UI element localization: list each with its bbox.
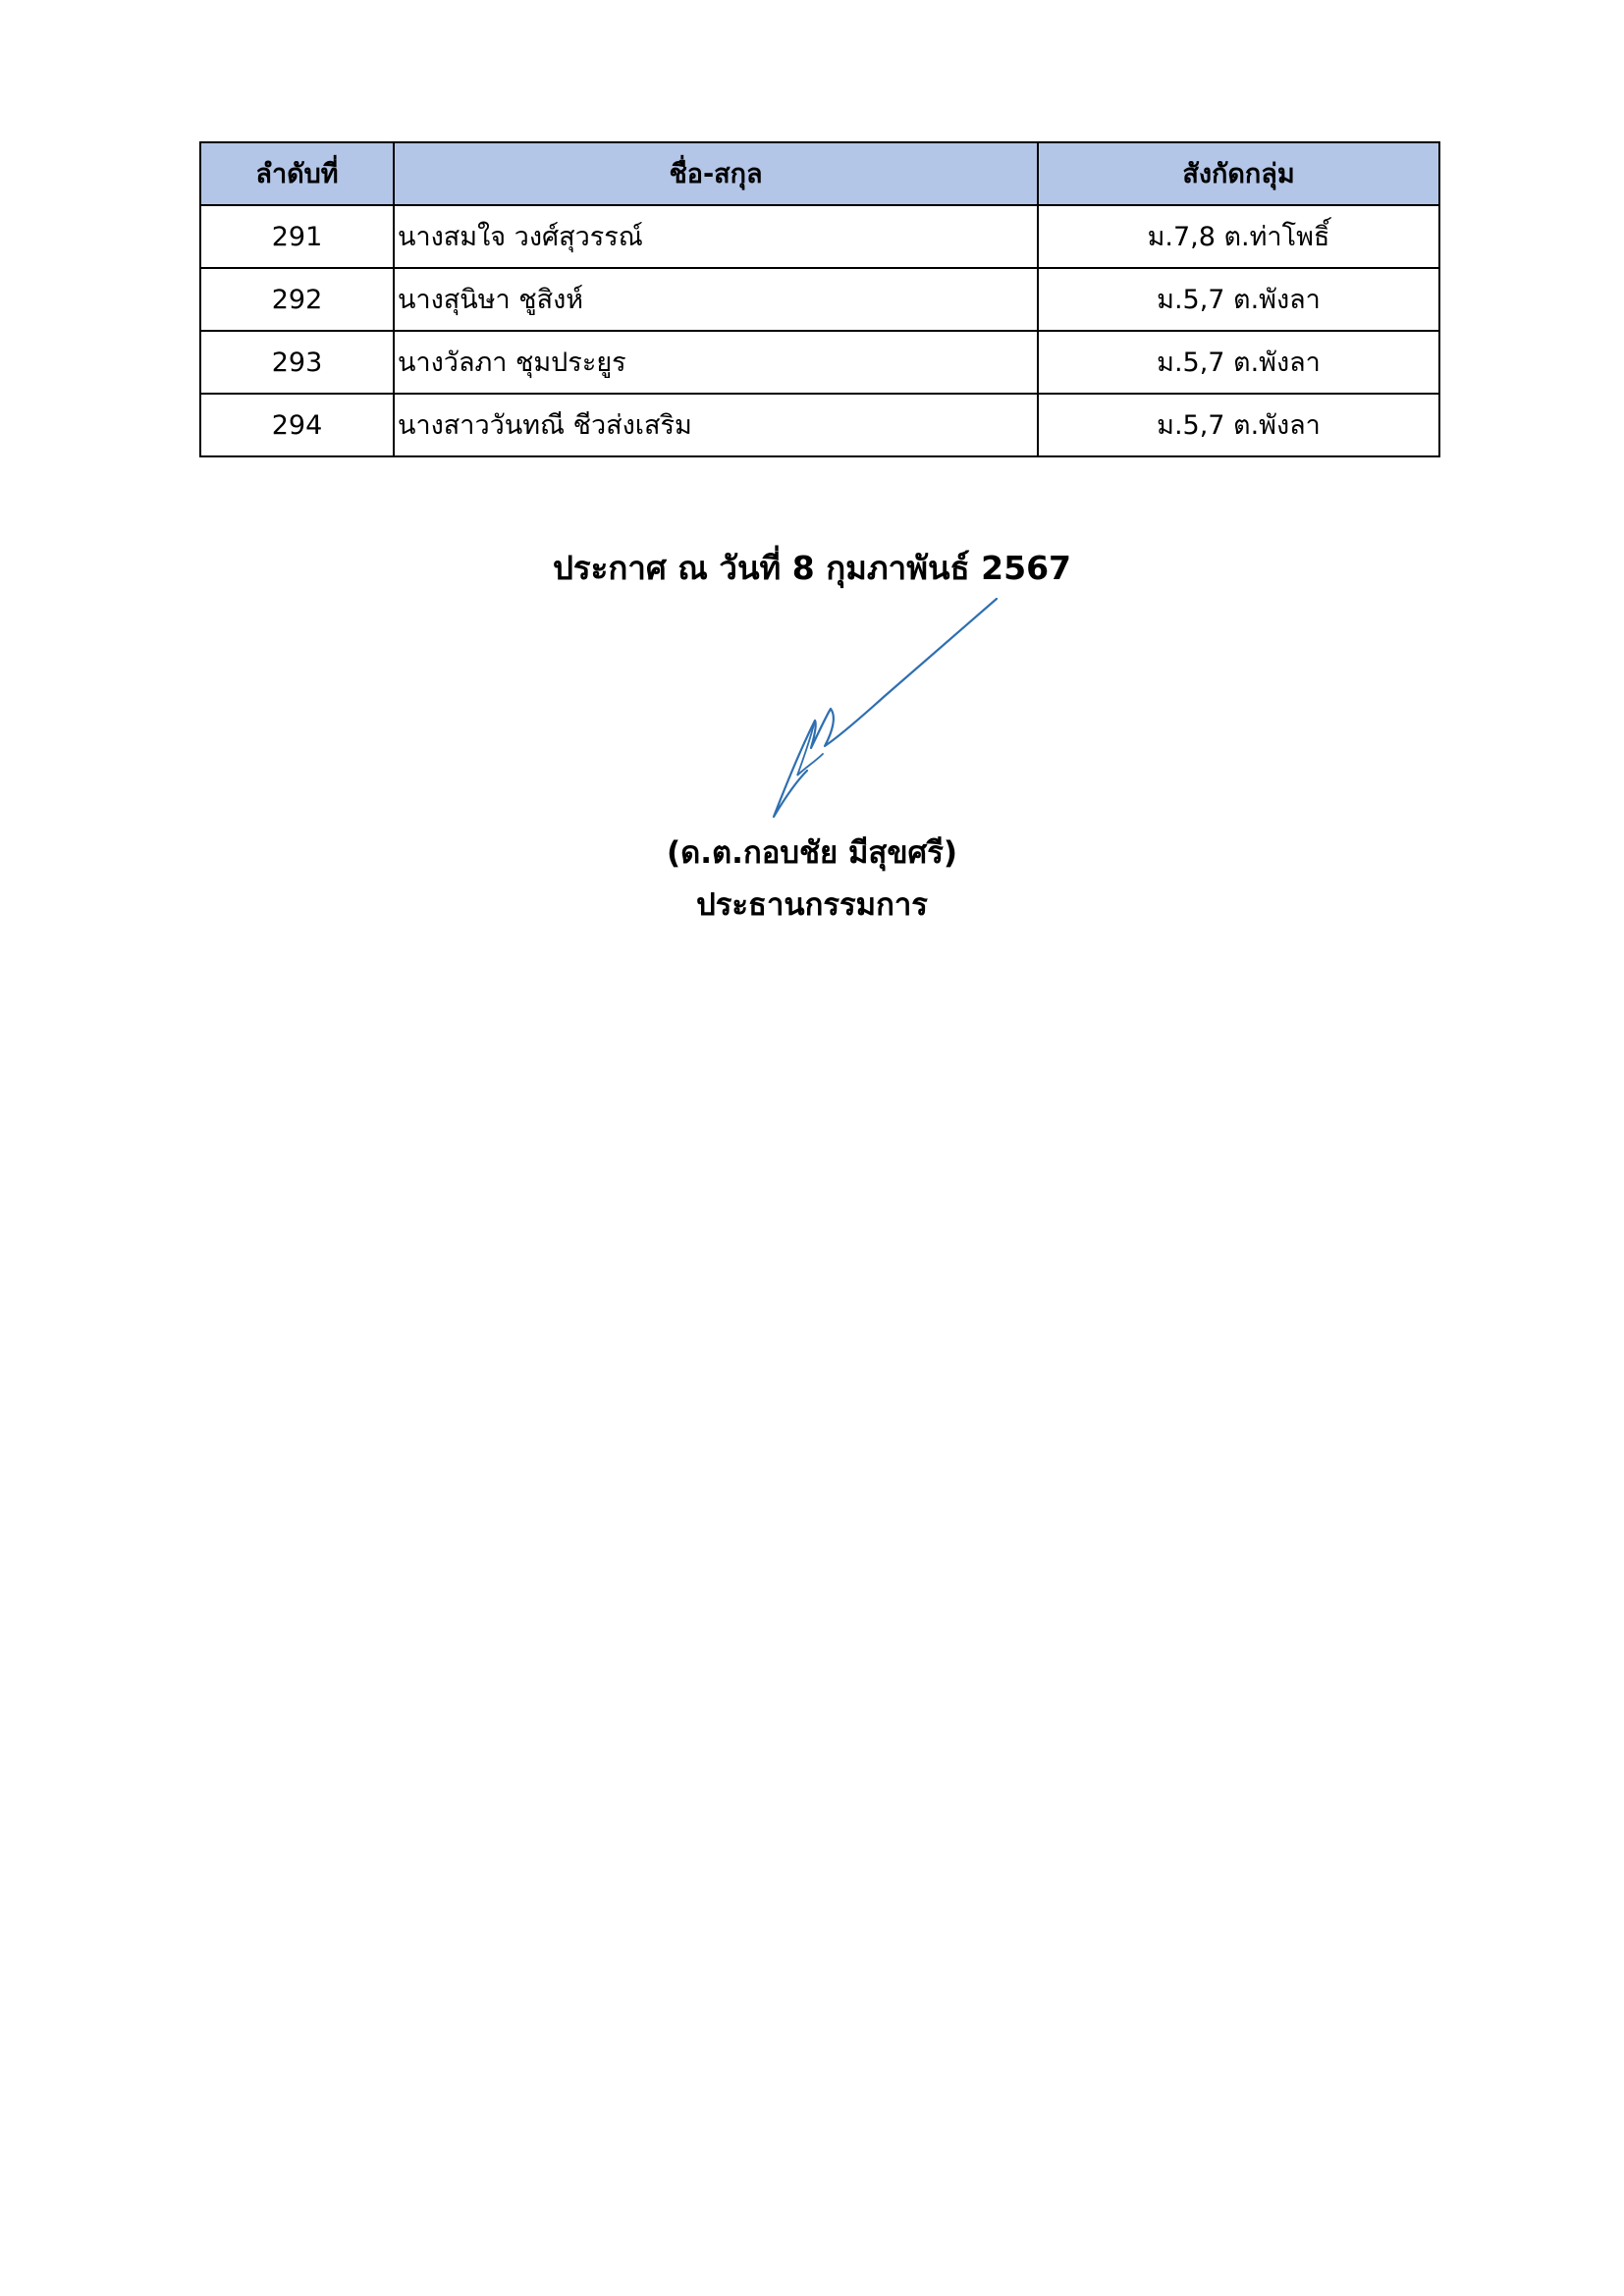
row-group: ม.5,7 ต.พังลา	[1038, 268, 1439, 331]
row-number: 294	[200, 394, 394, 456]
signer-name: (ด.ต.กอบชัย มีสุขศรี)	[666, 835, 958, 871]
row-name: นางวัลภา ชุมประยูร	[394, 331, 1038, 394]
row-name: นางสุนิษา ชูสิงห์	[394, 268, 1038, 331]
announcement-date: ประกาศ ณ วันที่ 8 กุมภาพันธ์ 2567	[552, 549, 1072, 587]
table-row	[200, 268, 1439, 331]
table-row	[200, 394, 1439, 456]
row-group: ม.7,8 ต.ท่าโพธิ์	[1038, 205, 1439, 268]
member-table	[199, 141, 1440, 457]
row-name: นางสาววันทณี ชีวส่งเสริม	[394, 394, 1038, 456]
table-row	[200, 331, 1439, 394]
row-number: 293	[200, 331, 394, 394]
signer-title: ประธานกรรมการ	[696, 887, 928, 923]
row-name: นางสมใจ วงศ์สุวรรณ์	[394, 205, 1038, 268]
signature-image	[746, 589, 1021, 825]
header-order-number: ลำดับที่	[200, 142, 394, 205]
row-group: ม.5,7 ต.พังลา	[1038, 331, 1439, 394]
header-full-name: ชื่อ-สกุล	[394, 142, 1038, 205]
row-number: 291	[200, 205, 394, 268]
table-row	[200, 205, 1439, 268]
row-number: 292	[200, 268, 394, 331]
table-header-row	[200, 142, 1439, 205]
row-group: ม.5,7 ต.พังลา	[1038, 394, 1439, 456]
header-group: สังกัดกลุ่ม	[1038, 142, 1439, 205]
